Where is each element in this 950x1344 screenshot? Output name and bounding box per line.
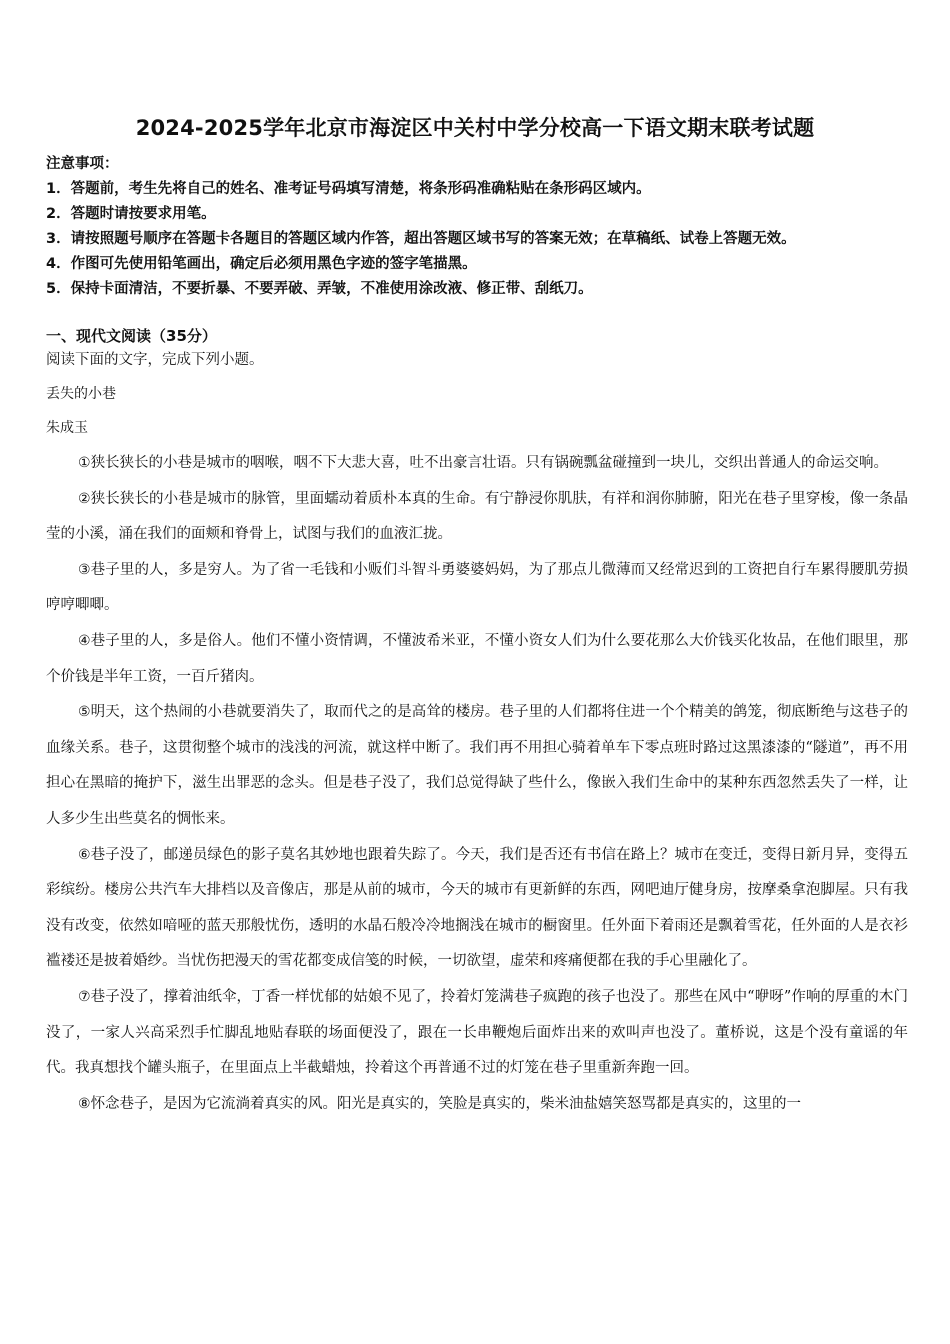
paragraph <box>46 1087 908 1123</box>
paragraph-number: ⑥ <box>78 846 91 863</box>
notice-item: 5．保持卡面清洁，不要折暴、不要弄破、弄皱，不准使用涂改液、修正带、刮纸刀。 <box>46 281 593 297</box>
paragraph-number: ⑧ <box>78 1095 91 1112</box>
notice-item: 1．答题前，考生先将自己的姓名、准考证号码填写清楚，将条形码准确粘贴在条形码区域内。 <box>46 181 651 197</box>
paragraph-number: ③ <box>78 561 91 578</box>
paragraph <box>46 553 908 624</box>
paragraph-text: 狭长狭长的小巷是城市的脉管，里面蠕动着质朴本真的生命。有宁静浸你肌肤，有祥和润你肺腑，阳光在巷子里穿梭，像一条晶莹的小溪，涌在我们的面颊和脊骨上，试图与我们的血液汇拢。 <box>46 490 908 543</box>
paragraph-text: 明天，这个热闹的小巷就要消失了，取而代之的是高耸的楼房。巷子里的人们都将住进一个个精美的鸽笼，彻底断绝与这巷子的血缘关系。巷子，这贯彻整个城市的浅浅的河流，就这样中断了。我们再不用担心骑着单车下零点班时路过这黑漆漆的“隧道”，再不用担心在黑暗的掩护下，滋生出罪恶的念头。但是巷子没了，我们总觉得缺了些什么，像嵌入我们生命中的某种东西忽然丢失了一样，让人多少生出些莫名的惆怅来。 <box>46 704 908 827</box>
notice-item: 2．答题时请按要求用笔。 <box>46 206 216 222</box>
paragraph <box>46 624 908 695</box>
article-body <box>46 446 908 1122</box>
paragraph <box>46 446 908 482</box>
paragraph <box>46 980 908 1087</box>
paragraph <box>46 482 908 553</box>
paragraph-text: 巷子里的人，多是俗人。他们不懂小资情调，不懂波希米亚，不懂小资女人们为什么要花那么大价钱买化妆品，在他们眼里，那个价钱是半年工资，一百斤猪肉。 <box>46 632 908 685</box>
paragraph-number: ⑤ <box>78 704 91 721</box>
paragraph-text: 巷子没了，邮递员绿色的影子莫名其妙地也跟着失踪了。今天，我们是否还有书信在路上？城市在变迁，变得日新月异，变得五彩缤纷。楼房公共汽车大排档以及音像店，那是从前的城市，今天的城市有更新鲜的东西，网吧迪厅健身房，按摩桑拿泡脚屋。只有我没有改变，依然如喑哑的蓝天那般忧伤，透明的水晶石般冷冷地搁浅在城市的橱窗里。任外面下着雨还是飘着雪花，任外面的人是衣衫褴褛还是披着婚纱。当忧伤把漫天的雪花都变成信笺的时候，一切欲望，虚荣和疼痛便都在我的手心里融化了。 <box>46 846 908 970</box>
paragraph-text: 巷子里的人，多是穷人。为了省一毛钱和小贩们斗智斗勇婆婆妈妈，为了那点儿微薄而又经常迟到的工资把自行车累得腰肌劳损哼哼唧唧。 <box>46 561 908 614</box>
article-title: 丢失的小巷 <box>46 386 116 402</box>
paragraph-text: 巷子没了，撑着油纸伞，丁香一样忧郁的姑娘不见了，拎着灯笼满巷子疯跑的孩子也没了。那些在风中“咿呀”作响的厚重的木门没了，一家人兴高采烈手忙脚乱地贴春联的场面便没了，跟在一长串鞭炮后面炸出来的欢叫声也没了。董桥说，这是个没有童谣的年代。我真想找个罐头瓶子，在里面点上半截蜡烛，拎着这个再普通不过的灯笼在巷子里重新奔跑一回。 <box>46 988 908 1077</box>
section-heading: 一、现代文阅读（35分） <box>46 327 217 345</box>
notice-item: 4．作图可先使用铅笔画出，确定后必须用黑色字迹的签字笔描黑。 <box>46 256 477 272</box>
paragraph-number: ⑦ <box>78 988 91 1005</box>
paragraph-number: ④ <box>78 632 91 649</box>
reading-instruction: 阅读下面的文字，完成下列小题。 <box>46 352 264 368</box>
paragraph-text: 狭长狭长的小巷是城市的咽喉，咽不下大悲大喜，吐不出豪言壮语。只有锅碗瓢盆碰撞到一块儿，交织出普通人的命运交响。 <box>90 455 889 471</box>
article-author: 朱成玉 <box>46 420 88 436</box>
paragraph-number: ① <box>78 455 91 471</box>
paragraph-text: 怀念巷子，是因为它流淌着真实的风。阳光是真实的，笑脸是真实的，柴米油盐嬉笑怒骂都是真实的，这里的一 <box>90 1095 802 1112</box>
notice-item: 3．请按照题号顺序在答题卡各题目的答题区域内作答，超出答题区域书写的答案无效；在草稿纸、试卷上答题无效。 <box>46 231 796 247</box>
notice-heading: 注意事项： <box>46 156 119 172</box>
notice-block <box>46 152 916 302</box>
page-title: 2024-2025学年北京市海淀区中关村中学分校高一下语文期末联考试题 <box>135 116 815 140</box>
paragraph-number: ② <box>78 490 91 507</box>
paragraph <box>46 695 908 837</box>
paragraph <box>46 838 908 980</box>
